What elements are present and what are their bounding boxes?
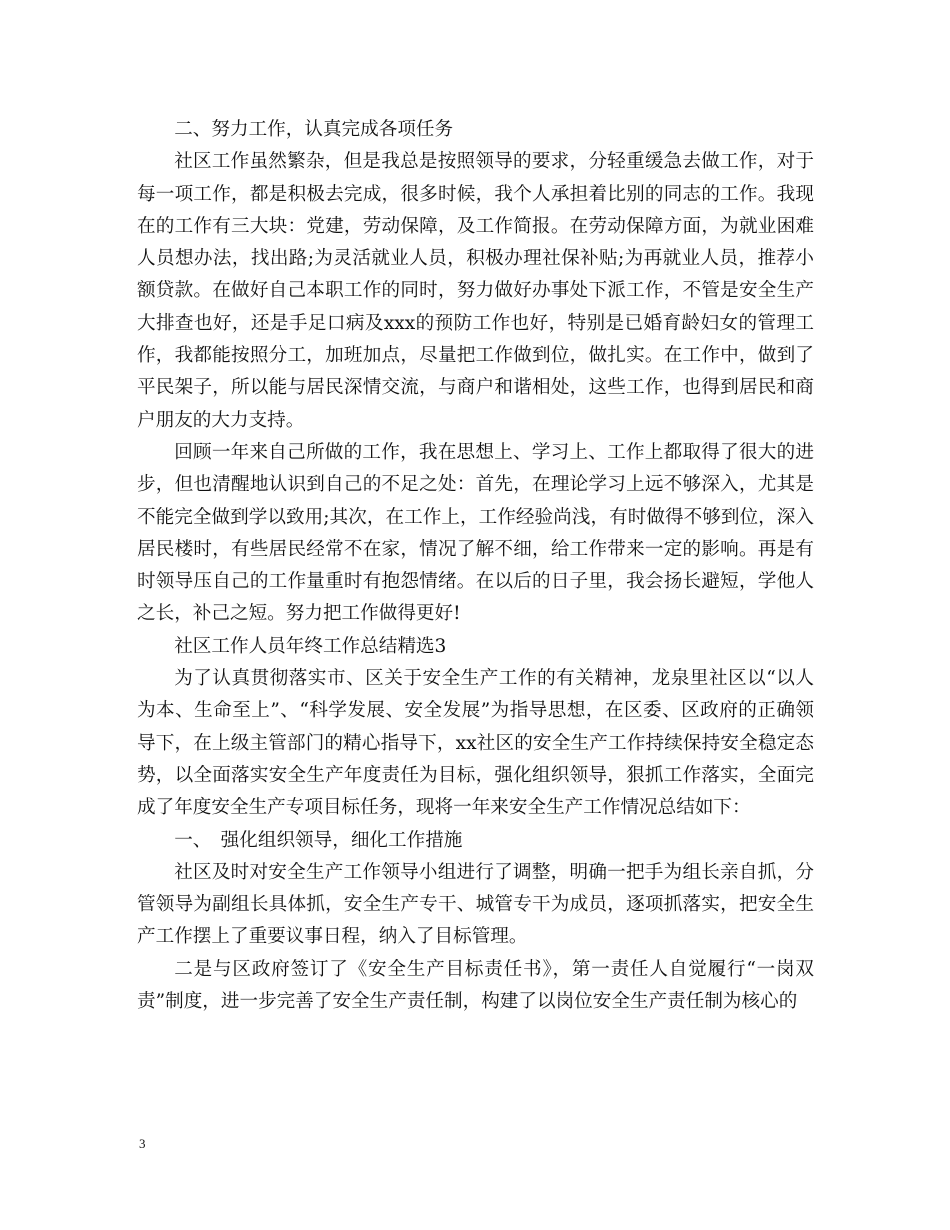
body-paragraph: 为了认真贯彻落实市、区关于安全生产工作的有关精神，龙泉里社区以“以人为本、生命至上”、“科学发展、安全发展”为指导思想，在区委、区政府的正确领导下，在上级主管部门的精心指导下，xx社区的安全生产工作持续保持安全稳定态势，以全面落实安全生产年度责任为目标，强化组织领导，狠抓工作落实，全面完成了年度安全生产专项目标任务，现将一年来安全生产工作情况总结如下： [137, 668, 814, 819]
section-heading: 一、 强化组织领导，细化工作措施 [174, 829, 463, 851]
document-body [137, 114, 814, 1018]
body-paragraph: 二是与区政府签订了《安全生产目标责任书》，第一责任人自觉履行“一岗双责”制度，进一步完善了安全生产责任制，构建了以岗位安全生产责任制为核心的 [137, 958, 814, 1013]
section-title: 社区工作人员年终工作总结精选3 [174, 635, 447, 657]
page-number: 3 [139, 1136, 146, 1151]
body-paragraph: 回顾一年来自己所做的工作，我在思想上、学习上、工作上都取得了很大的进步，但也清醒地认识到自己的不足之处：首先，在理论学习上远不够深入，尤其是不能完全做到学以致用;其次，在工作上，工作经验尚浅，有时做得不够到位，深入居民楼时，有些居民经常不在家，情况了解不细，给工作带来一定的影响。再是有时领导压自己的工作量重时有抱怨情绪。在以后的日子里，我会扬长避短，学他人之长，补己之短。努力把工作做得更好! [137, 441, 814, 625]
body-paragraph: 社区及时对安全生产工作领导小组进行了调整，明确一把手为组长亲自抓，分管领导为副组长具体抓，安全生产专干、城管专干为成员，逐项抓落实，把安全生产工作摆上了重要议事日程，纳入了目标管理。 [137, 861, 814, 948]
body-paragraph: 社区工作虽然繁杂，但是我总是按照领导的要求，分轻重缓急去做工作，对于每一项工作，都是积极去完成，很多时候，我个人承担着比别的同志的工作。我现在的工作有三大块：党建，劳动保障，及工作简报。在劳动保障方面，为就业困难人员想办法，找出路;为灵活就业人员，积极办理社保补贴;为再就业人员，推荐小额贷款。在做好自己本职工作的同时，努力做好办事处下派工作，不管是安全生产大排查也好，还是手足口病及xxx的预防工作也好，特别是已婚育龄妇女的管理工作，我都能按照分工，加班加点，尽量把工作做到位，做扎实。在工作中，做到了平民架子，所以能与居民深情交流，与商户和谐相处，这些工作，也得到居民和商户朋友的大力支持。 [137, 151, 814, 431]
section-heading: 二、努力工作，认真完成各项任务 [174, 119, 454, 140]
